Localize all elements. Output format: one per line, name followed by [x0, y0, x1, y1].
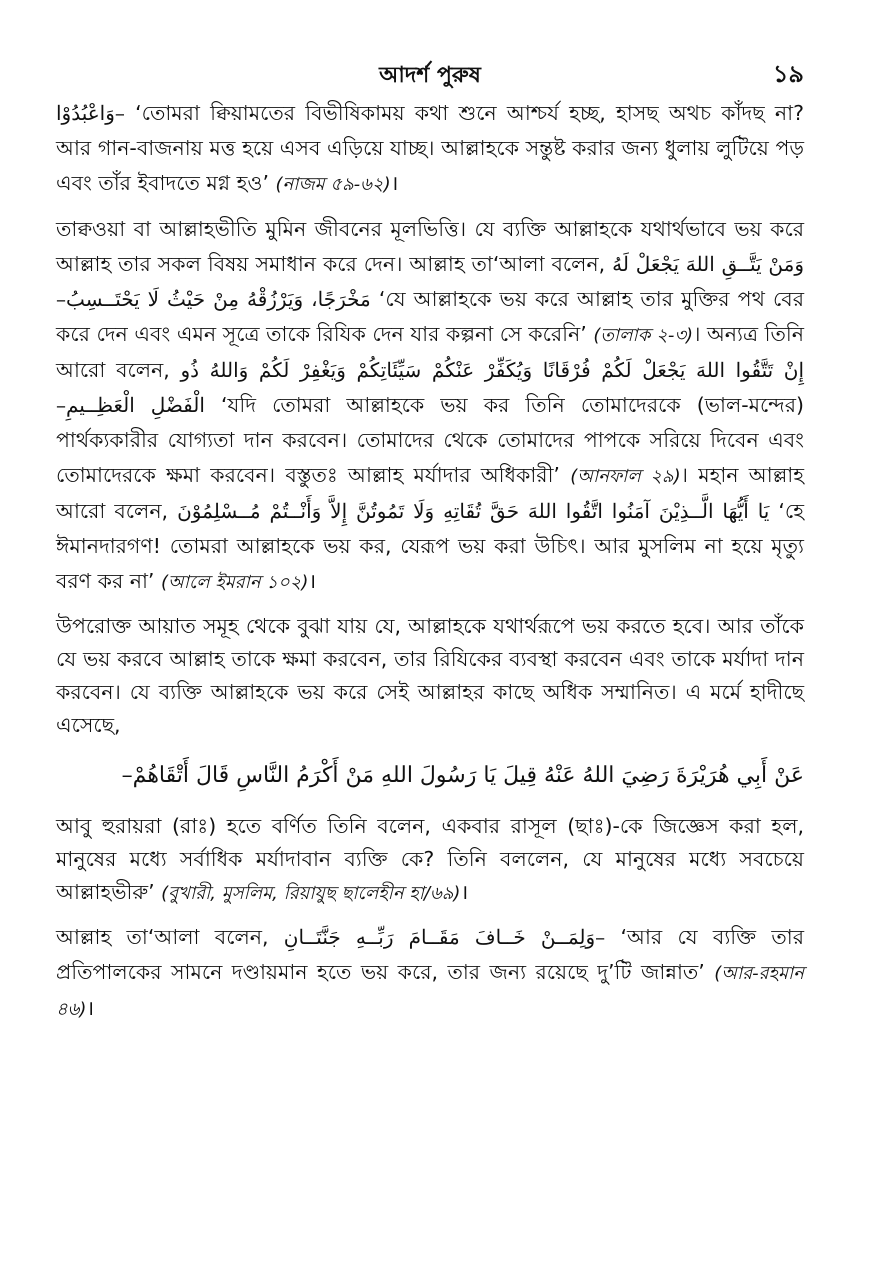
bengali-text: ‘হে ঈমানদারগণ! তোমরা আল্লাহকে ভয় কর, যেরূপ ভয় করা উচিৎ। আর মুসলিম না হয়ে মৃত্যু বরণ কর না’ [56, 499, 804, 593]
arabic-verse: وَمَنْ يَتَّــقِ اللهَ يَجْعَلْ لَهُ مَخْرَجًا، وَيَرْزُقْهُ مِنْ حَيْثُ لَا يَحْتَــسِبُ– [56, 252, 805, 311]
page-header [56, 52, 804, 96]
bengali-text: । মহান আল্লাহ আরো বলেন, [56, 463, 804, 523]
hadith-reference: (বুখারী, মুসলিম, রিয়াযুছ ছালেহীন হা/৬৯) [161, 883, 461, 904]
verse-reference: (আনফাল ২৯) [570, 466, 681, 487]
arabic-verse: –وَلِمَــنْ خَــافَ مَقَــامَ رَبِّــهِ جَنَّتَــانِ [283, 925, 606, 949]
bengali-text: আবু হুরায়রা (রাঃ) হতে বর্ণিত তিনি বলেন, একবার রাসূল (ছাঃ)-কে জিজ্ঞেস করা হল, মানুষের মধ্যে সর্বাধিক মর্যাদাবান ব্যক্তি কে? তিনি বললেন, যে মানুষের মধ্যে সবচেয়ে আল্লাহভীরু’ [56, 814, 804, 904]
verse-reference: (নাজম ৫৯-৬২) [275, 174, 391, 195]
bengali-text: ‘যে আল্লাহকে ভয় করে আল্লাহ তার মুক্তির পথ বের করে দেন এবং এমন সূত্রে তাকে রিযিক দেন যার কল্পনা সে করেনি’ [56, 287, 804, 346]
sentence-end: । [390, 171, 399, 195]
verse-reference: (আর-রহমান ৪৬) [56, 963, 804, 1020]
arabic-verse: يَا أَيُّهَا الَّــذِيْنَ آمَنُوا اتَّقُوا اللهَ حَقَّ تُقَاتِهِ وَلَا تَمُوتُنَّ إِلاَّ وَأَنْــتُمْ مُــسْلِمُوْنَ [177, 499, 770, 523]
arabic-verse: إِنْ تَتَّقُوا اللهَ يَجْعَلْ لَكُمْ فُرْقَانًا وَيُكَفِّرْ عَنْكُمْ سَيِّئَاتِكُمْ وَيَغْفِرْ لَكُمْ وَاللهُ ذُو الْفَضْلِ الْعَظِــيمِ– [56, 358, 805, 417]
sentence-end: । [308, 569, 317, 593]
paragraph-5 [56, 810, 804, 910]
paragraph-1 [56, 96, 804, 202]
bengali-text: ‘যদি তোমরা আল্লাহকে ভয় কর তিনি তোমাদেরকে (ভাল-মন্দের) পার্থক্যকারীর যোগ্যতা দান করবেন। তোমাদের থেকে তোমাদের পাপকে সরিয়ে দিবেন এবং তোমাদেরকে ক্ষমা করবেন। বস্তুতঃ আল্লাহ মর্যাদার অধিকারী’ [56, 393, 804, 487]
arabic-verse: –وَاعْبُدُوْا [56, 101, 125, 125]
bengali-text: আল্লাহ তা‘আলা বলেন, [56, 925, 284, 949]
bengali-text: উপরোক্ত আয়াত সমূহ থেকে বুঝা যায় যে, আল্লাহকে যথার্থরূপে ভয় করতে হবে। আর তাঁকে যে ভয় করবে আল্লাহ তাকে ক্ষমা করবেন, তার রিযিকের ব্যবস্থা করবেন এবং তাকে মর্যাদা দান করবেন। যে ব্যক্তি আল্লাহকে ভয় করে সেই আল্লাহর কাছে অধিক সম্মানিত। এ মর্মে হাদীছে এসেছে, [56, 614, 804, 737]
verse-reference: (আলে ইমরান ১০২) [160, 572, 309, 593]
sentence-end: । [460, 880, 469, 904]
paragraph-3 [56, 610, 804, 742]
paragraph-2 [56, 212, 804, 600]
bengali-text: ‘আর যে ব্যক্তি তার প্রতিপালকের সামনে দণ্ডায়মান হতে ভয় করে, তার জন্য রয়েছে দু’টি জান্নাত’ [56, 925, 804, 984]
book-page [56, 52, 804, 1037]
running-title: আদর্শ পুরুষ [379, 63, 481, 88]
paragraph-6 [56, 920, 804, 1027]
bengali-text: । অন্যত্র তিনি আরো বলেন, [56, 322, 804, 382]
page-number: ১৯ [772, 60, 804, 88]
bengali-text: ‘তোমরা ক্বিয়ামতের বিভীষিকাময় কথা শুনে আশ্চর্য হচ্ছ, হাসছ অথচ কাঁদছ না? আর গান-বাজনায় মত্ত হয়ে এসব এড়িয়ে যাচ্ছ। আল্লাহকে সন্তুষ্ট করার জন্য ধুলায় লুটিয়ে পড় এবং তাঁর ইবাদতে মগ্ন হও’ [56, 101, 804, 195]
hadith-arabic: عَنْ أَبِي هُرَيْرَةَ رَضِيَ اللهُ عَنْهُ قِيلَ يَا رَسُولَ اللهِ مَنْ أَكْرَمُ النَّاسِ قَالَ أَتْقَاهُمْ– [121, 763, 804, 788]
sentence-end: । [86, 996, 95, 1020]
verse-reference: (তালাক ২-৩) [593, 325, 694, 346]
bengali-text: তাক্বওয়া বা আল্লাহভীতি মুমিন জীবনের মূলভিত্তি। যে ব্যক্তি আল্লাহকে যথার্থভাবে ভয় করে আল্লাহ তার সকল বিষয় সমাধান করে দেন। আল্লাহ তা‘আলা বলেন, [56, 217, 804, 276]
